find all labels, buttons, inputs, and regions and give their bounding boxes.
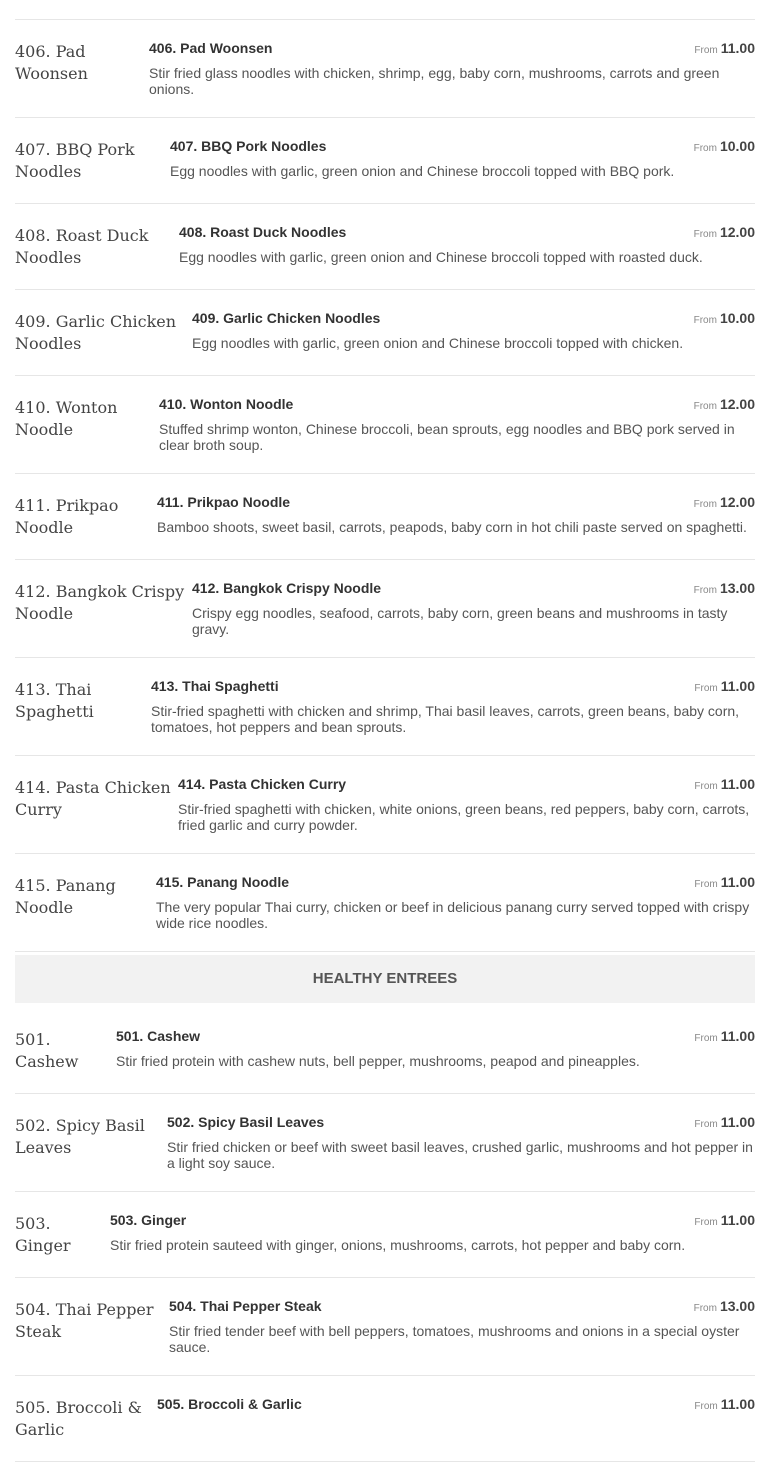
item-image [15, 0, 149, 3]
price-amount: 11.00 [720, 1212, 755, 1228]
item-image: 503. Ginger [15, 1214, 71, 1255]
item-header [151, 678, 755, 696]
item-name: 411. Prikpao Noodle [157, 494, 291, 510]
menu-item[interactable] [15, 376, 755, 474]
item-price [694, 224, 755, 242]
item-name: 501. Cashew [116, 1028, 201, 1044]
item-header [178, 776, 755, 794]
menu-item[interactable] [15, 560, 755, 658]
price-amount: 11.00 [720, 678, 755, 694]
item-price [694, 1028, 755, 1046]
item-description: Stir-fried spaghetti with chicken and shrimp, Thai basil leaves, carrots, green beans, baby corn, tomatoes, hot peppers and bean sprouts. [151, 703, 740, 735]
menu-item[interactable] [15, 474, 755, 560]
menu-item[interactable] [15, 20, 755, 118]
item-body [159, 396, 755, 453]
price-from-label: From [694, 781, 718, 792]
item-description: Stir fried glass noodles with chicken, shrimp, egg, baby corn, mushrooms, carrots and green onions. [149, 65, 720, 97]
item-header [156, 874, 755, 892]
item-price [694, 1212, 755, 1230]
item-description: Bamboo shoots, sweet basil, carrots, peapods, baby corn in hot chili paste served on spaghetti. [157, 519, 747, 535]
item-body [151, 678, 755, 735]
item-body [178, 776, 755, 833]
item-name: 407. BBQ Pork Noodles [170, 138, 327, 154]
item-description: Stir-fried spaghetti with chicken, white onions, green beans, red peppers, baby corn, carrots, fried garlic and curry powder. [178, 801, 750, 833]
menu-item[interactable] [15, 0, 755, 20]
item-image: 502. Spicy Basil Leaves [15, 1116, 145, 1157]
item-price [694, 310, 755, 328]
item-body [149, 40, 755, 97]
item-image: 415. Panang Noodle [15, 876, 116, 917]
item-header [167, 1114, 755, 1132]
item-header [116, 1028, 755, 1046]
item-price [694, 678, 755, 696]
item-image: 408. Roast Duck Noodles [15, 226, 149, 267]
item-description: Egg noodles with garlic, green onion and Chinese broccoli topped with chicken. [192, 335, 684, 351]
item-description: Egg noodles with garlic, green onion and Chinese broccoli topped with roasted duck. [179, 249, 703, 265]
item-price [694, 40, 755, 58]
item-body [192, 580, 755, 637]
price-from-label: From [694, 1119, 718, 1130]
item-body [157, 494, 755, 535]
item-header [192, 310, 755, 328]
item-body [157, 1396, 755, 1414]
menu-item[interactable] [15, 1008, 755, 1094]
menu-list [15, 0, 755, 1462]
item-name: 409. Garlic Chicken Noodles [192, 310, 381, 326]
price-amount: 13.00 [719, 1298, 755, 1314]
item-body [167, 1114, 755, 1171]
item-body [192, 310, 755, 351]
item-name: 406. Pad Woonsen [149, 40, 273, 56]
item-description: Stuffed shrimp wonton, Chinese broccoli, bean sprouts, egg noodles and BBQ pork served in clear broth soup. [159, 421, 735, 453]
price-from-label: From [694, 45, 718, 56]
item-price [694, 776, 755, 794]
price-amount: 11.00 [720, 776, 755, 792]
item-name: 505. Broccoli & Garlic [157, 1396, 302, 1412]
item-image: 414. Pasta Chicken Curry [15, 778, 171, 819]
menu-item[interactable] [15, 1094, 755, 1192]
item-header [169, 1298, 755, 1316]
price-amount: 11.00 [720, 40, 755, 56]
item-image: 409. Garlic Chicken Noodles [15, 312, 177, 353]
item-description: Crispy egg noodles, seafood, carrots, baby corn, green beans and mushrooms in tasty gravy. [192, 605, 728, 637]
price-amount: 13.00 [719, 580, 755, 596]
menu-item[interactable] [15, 290, 755, 376]
item-body [116, 1028, 755, 1069]
section-header: HEALTHY ENTREES [15, 955, 755, 1003]
item-body [110, 1212, 755, 1253]
price-from-label: From [694, 683, 718, 694]
price-amount: 11.00 [720, 874, 755, 890]
price-from-label: From [693, 401, 717, 412]
item-price [694, 138, 755, 156]
price-amount: 12.00 [719, 224, 755, 240]
item-price [694, 874, 755, 892]
menu-item[interactable] [15, 1376, 755, 1462]
item-description: Egg noodles with garlic, green onion and Chinese broccoli topped with BBQ pork. [170, 163, 675, 179]
price-amount: 12.00 [719, 494, 755, 510]
menu-item[interactable] [15, 658, 755, 756]
item-name: 503. Ginger [110, 1212, 187, 1228]
item-image: 504. Thai Pepper Steak [15, 1300, 154, 1341]
price-from-label: From [693, 585, 717, 596]
item-description: Stir fried chicken or beef with sweet basil leaves, crushed garlic, mushrooms and hot pepper in a light soy sauce. [167, 1139, 753, 1171]
price-from-label: From [693, 315, 717, 326]
price-from-label: From [693, 143, 717, 154]
item-header [179, 224, 755, 242]
item-image: 501. Cashew [15, 1030, 79, 1071]
item-header [159, 396, 755, 414]
item-image: 407. BBQ Pork Noodles [15, 140, 135, 181]
item-description: Stir fried protein sauteed with ginger, onions, mushrooms, carrots, hot pepper and baby corn. [110, 1237, 686, 1253]
item-price [694, 1396, 755, 1414]
item-header [149, 40, 755, 58]
menu-item[interactable] [15, 204, 755, 290]
price-from-label: From [694, 879, 718, 890]
item-name: 414. Pasta Chicken Curry [178, 776, 347, 792]
item-name: 408. Roast Duck Noodles [179, 224, 347, 240]
item-image: 411. Prikpao Noodle [15, 496, 119, 537]
item-name: 412. Bangkok Crispy Noodle [192, 580, 382, 596]
item-header [157, 1396, 755, 1414]
item-name: 415. Panang Noodle [156, 874, 290, 890]
menu-item[interactable] [15, 118, 755, 204]
price-from-label: From [694, 1033, 718, 1044]
price-from-label: From [693, 499, 717, 510]
item-price [694, 580, 755, 598]
item-image: 413. Thai Spaghetti [15, 680, 94, 721]
item-price [694, 1114, 755, 1132]
menu-item[interactable] [15, 756, 755, 854]
price-from-label: From [693, 229, 717, 240]
item-description: The very popular Thai curry, chicken or beef in delicious panang curry served topped with crispy wide rice noodles. [156, 899, 750, 931]
item-body [179, 224, 755, 265]
item-header [170, 138, 755, 156]
price-from-label: From [694, 1217, 718, 1228]
price-from-label: From [694, 1401, 718, 1412]
item-header [110, 1212, 755, 1230]
price-amount: 10.00 [719, 138, 755, 154]
menu-item[interactable] [15, 854, 755, 952]
item-price [694, 1298, 755, 1316]
item-price [694, 396, 755, 414]
item-body [170, 138, 755, 179]
item-name: 413. Thai Spaghetti [151, 678, 279, 694]
item-name: 504. Thai Pepper Steak [169, 1298, 322, 1314]
item-price [694, 494, 755, 512]
price-amount: 11.00 [720, 1028, 755, 1044]
item-image: 406. Pad Woonsen [15, 42, 88, 83]
menu-item[interactable] [15, 1192, 755, 1278]
item-image: 410. Wonton Noodle [15, 398, 118, 439]
item-body [156, 874, 755, 931]
price-amount: 10.00 [719, 310, 755, 326]
price-amount: 12.00 [719, 396, 755, 412]
item-description: Stir fried tender beef with bell peppers, tomatoes, mushrooms and onions in a special oyster sauce. [169, 1323, 740, 1355]
menu-item[interactable] [15, 1278, 755, 1376]
price-from-label: From [693, 1303, 717, 1314]
item-header [157, 494, 755, 512]
item-description: Stir fried protein with cashew nuts, bell pepper, mushrooms, peapod and pineapples. [116, 1053, 640, 1069]
item-header [192, 580, 755, 598]
price-amount: 11.00 [720, 1114, 755, 1130]
item-body [169, 1298, 755, 1355]
item-name: 410. Wonton Noodle [159, 396, 294, 412]
item-image: 505. Broccoli & Garlic [15, 1398, 142, 1439]
item-image: 412. Bangkok Crispy Noodle [15, 582, 185, 623]
item-name: 502. Spicy Basil Leaves [167, 1114, 325, 1130]
price-amount: 11.00 [720, 1396, 755, 1412]
